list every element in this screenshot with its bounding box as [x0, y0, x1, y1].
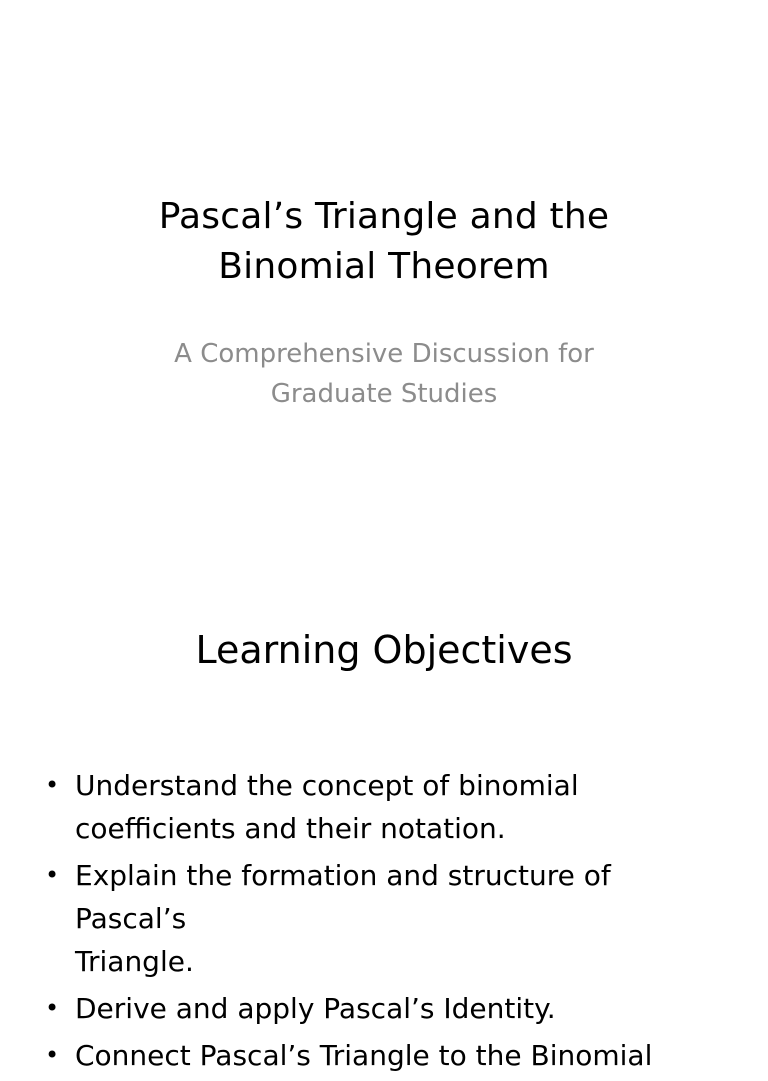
bullet-icon: •	[45, 861, 60, 889]
presentation-title	[60, 192, 708, 292]
title-line-1: Pascal’s Triangle and the	[158, 196, 610, 237]
list-item	[40, 987, 730, 1030]
presentation-subtitle	[60, 334, 708, 414]
list-item-line-1: Understand the concept of binomial	[75, 769, 579, 802]
subtitle-line-2: Graduate Studies	[270, 379, 498, 409]
list-item-line-2: coefficients and their notation.	[75, 812, 506, 845]
list-item-line-1: Connect Pascal’s Triangle to the Binomial	[75, 1039, 653, 1072]
list-item-line-1: Explain the formation and structure of Pascal’s	[75, 859, 611, 935]
list-item	[40, 1034, 730, 1077]
list-item-line-1: Derive and apply Pascal’s Identity.	[75, 992, 556, 1025]
bullet-icon: •	[45, 994, 60, 1022]
list-item-line-2: Triangle.	[75, 945, 194, 978]
subtitle-line-1: A Comprehensive Discussion for	[174, 339, 594, 369]
objectives-list	[40, 764, 730, 1081]
objectives-slide	[0, 576, 768, 1072]
bullet-icon: •	[45, 1041, 60, 1069]
bullet-icon: •	[45, 771, 60, 799]
list-item	[40, 854, 730, 983]
title-line-2: Binomial Theorem	[218, 246, 550, 287]
list-item	[40, 764, 730, 850]
slide-title: Learning Objectives	[195, 628, 573, 672]
